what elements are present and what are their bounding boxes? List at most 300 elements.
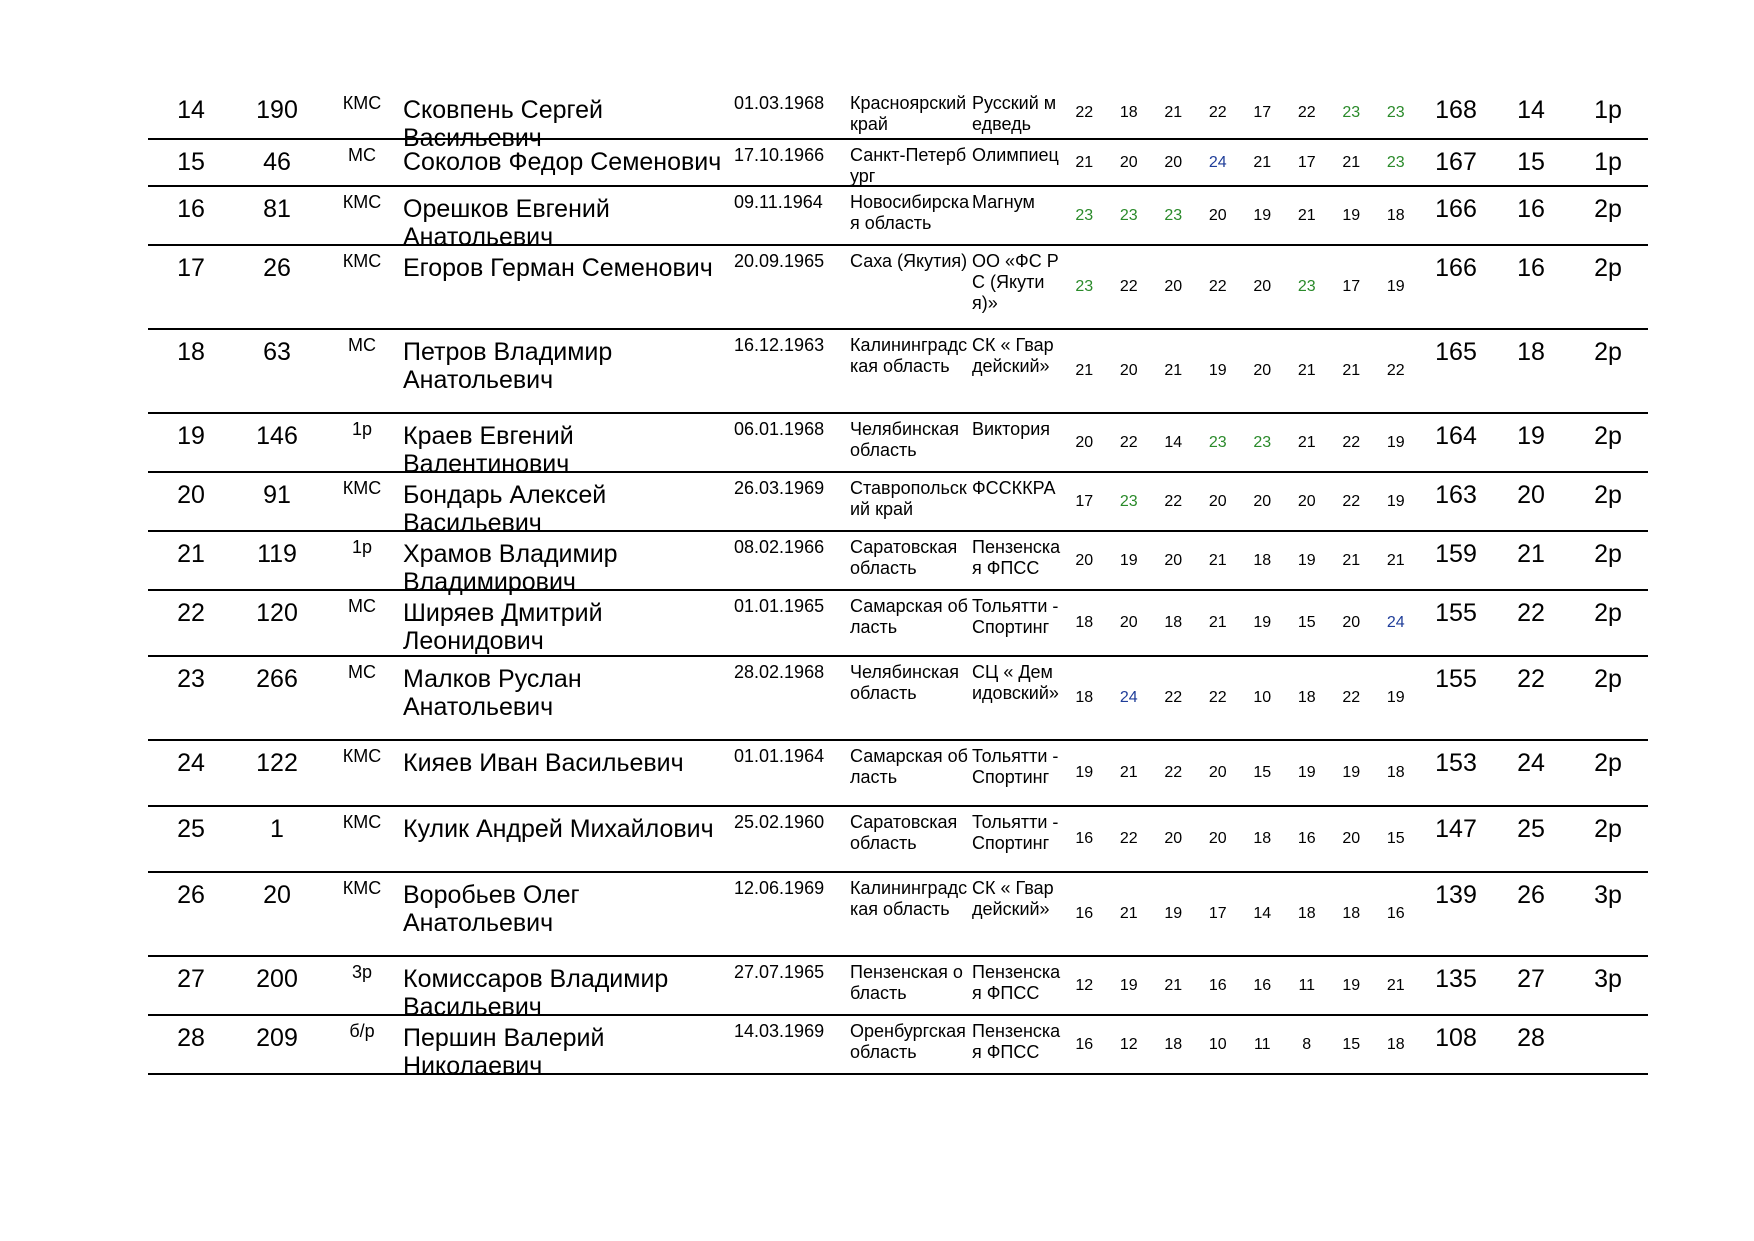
region-cell: Самарская область — [850, 596, 968, 637]
total-score-cell: 166 — [1435, 195, 1477, 223]
awarded-grade-cell: 1р — [1594, 96, 1622, 124]
series-score: 22 — [1164, 689, 1183, 706]
series-score: 17 — [1297, 153, 1316, 171]
awarded-grade-cell: 2р — [1594, 481, 1622, 509]
athlete-name-cell: Кулик Андрей Михайлович — [403, 815, 714, 843]
total-score-cell: 139 — [1435, 881, 1477, 909]
series-score: 19 — [1386, 433, 1405, 451]
place-cell: 26 — [177, 881, 205, 909]
series-score: 17 — [1253, 104, 1272, 121]
series-score: 24 — [1208, 153, 1227, 171]
place-cell: 28 — [177, 1024, 205, 1052]
table-row — [148, 807, 1648, 873]
total-score-cell: 165 — [1435, 338, 1477, 366]
place-cell: 25 — [177, 815, 205, 843]
series-score: 15 — [1386, 830, 1405, 847]
sport-rank-cell: КМС — [342, 478, 382, 498]
series-scores — [1062, 873, 1418, 955]
table-row — [148, 957, 1648, 1021]
sport-rank-cell: КМС — [342, 192, 382, 212]
region-cell: Челябинская область — [850, 662, 959, 703]
series-scores — [1062, 591, 1418, 655]
series-score: 18 — [1297, 905, 1316, 922]
club-cell: Пензенская ФПСС — [972, 1021, 1061, 1062]
bib-number-cell: 266 — [256, 665, 298, 693]
series-score: 18 — [1119, 104, 1138, 121]
position-cell: 20 — [1517, 481, 1545, 509]
series-score: 20 — [1119, 614, 1138, 631]
position-cell: 22 — [1517, 665, 1545, 693]
total-score-cell: 164 — [1435, 422, 1477, 450]
series-score: 12 — [1119, 1035, 1138, 1053]
place-cell: 22 — [177, 599, 205, 627]
region-cell: Оренбургская область — [850, 1021, 966, 1062]
region-cell: Ставропольский край — [850, 478, 967, 519]
awarded-grade-cell: 2р — [1594, 195, 1622, 223]
series-score: 21 — [1208, 551, 1227, 569]
birth-date-cell: 12.06.1969 — [734, 878, 825, 898]
club-cell: Русский медведь — [972, 93, 1057, 134]
series-score: 16 — [1075, 1035, 1094, 1053]
total-score-cell: 108 — [1435, 1024, 1477, 1052]
athlete-name-cell: Воробьев Олег Анатольевич — [403, 881, 580, 937]
series-score: 14 — [1253, 905, 1272, 922]
series-score: 21 — [1297, 362, 1316, 379]
place-cell: 20 — [177, 481, 205, 509]
bib-number-cell: 122 — [256, 749, 298, 777]
series-score: 18 — [1075, 614, 1094, 631]
series-score: 21 — [1164, 976, 1183, 994]
athlete-name-cell: Петров Владимир Анатольевич — [403, 338, 613, 394]
table-row — [148, 246, 1648, 330]
birth-date-cell: 17.10.1966 — [734, 145, 825, 165]
series-score: 20 — [1342, 830, 1361, 847]
series-score: 17 — [1208, 905, 1227, 922]
bib-number-cell: 20 — [263, 881, 291, 909]
bib-number-cell: 190 — [256, 96, 298, 124]
table-row — [148, 88, 1648, 152]
athlete-name-cell: Краев Евгений Валентинович — [403, 422, 574, 478]
position-cell: 22 — [1517, 599, 1545, 627]
position-cell: 24 — [1517, 749, 1545, 777]
series-score: 23 — [1075, 278, 1094, 295]
series-scores — [1062, 414, 1418, 471]
series-scores — [1062, 330, 1418, 412]
awarded-grade-cell: 3р — [1594, 881, 1622, 909]
birth-date-cell: 01.01.1964 — [734, 746, 825, 766]
club-cell: Олимпиец — [972, 145, 1059, 165]
series-score: 15 — [1253, 764, 1272, 781]
total-score-cell: 163 — [1435, 481, 1477, 509]
series-score: 18 — [1386, 764, 1405, 781]
total-score-cell: 147 — [1435, 815, 1477, 843]
series-score: 20 — [1164, 153, 1183, 171]
series-score: 22 — [1297, 104, 1316, 121]
sport-rank-cell: МС — [348, 662, 376, 682]
total-score-cell: 155 — [1435, 665, 1477, 693]
series-score: 17 — [1075, 492, 1094, 510]
series-score: 20 — [1075, 551, 1094, 569]
series-scores — [1062, 246, 1418, 328]
athlete-name-cell: Першин Валерий Николаевич — [403, 1024, 605, 1080]
place-cell: 18 — [177, 338, 205, 366]
region-cell: Челябинская область — [850, 419, 959, 460]
series-score: 19 — [1253, 614, 1272, 631]
total-score-cell: 153 — [1435, 749, 1477, 777]
series-score: 14 — [1164, 433, 1183, 451]
series-score: 24 — [1119, 689, 1138, 706]
series-scores — [1062, 532, 1418, 589]
series-score: 23 — [1164, 206, 1183, 224]
position-cell: 21 — [1517, 540, 1545, 568]
birth-date-cell: 16.12.1963 — [734, 335, 825, 355]
awarded-grade-cell: 1р — [1594, 148, 1622, 176]
table-row — [148, 330, 1648, 414]
series-score: 19 — [1297, 764, 1316, 781]
series-score: 21 — [1253, 153, 1272, 171]
table-row — [148, 473, 1648, 537]
awarded-grade-cell: 2р — [1594, 599, 1622, 627]
club-cell: СК « Гвардейский» — [972, 878, 1054, 919]
position-cell: 26 — [1517, 881, 1545, 909]
region-cell: Саха (Якутия) — [850, 251, 968, 271]
series-score: 20 — [1208, 764, 1227, 781]
awarded-grade-cell: 2р — [1594, 422, 1622, 450]
series-score: 20 — [1297, 492, 1316, 510]
birth-date-cell: 26.03.1969 — [734, 478, 825, 498]
place-cell: 17 — [177, 254, 205, 282]
athlete-name-cell: Малков Руслан Анатольевич — [403, 665, 582, 721]
series-score: 19 — [1119, 551, 1138, 569]
series-score: 18 — [1386, 1035, 1405, 1053]
region-cell: Самарская область — [850, 746, 968, 787]
position-cell: 27 — [1517, 965, 1545, 993]
club-cell: СК « Гвардейский» — [972, 335, 1054, 376]
place-cell: 14 — [177, 96, 205, 124]
series-score: 21 — [1075, 362, 1094, 379]
series-score: 20 — [1075, 433, 1094, 451]
series-score: 22 — [1119, 433, 1138, 451]
series-score: 20 — [1119, 153, 1138, 171]
birth-date-cell: 28.02.1968 — [734, 662, 825, 682]
place-cell: 23 — [177, 665, 205, 693]
bib-number-cell: 81 — [263, 195, 291, 223]
club-cell: ФССККРА — [972, 478, 1056, 498]
series-score: 23 — [1386, 104, 1405, 121]
total-score-cell: 167 — [1435, 148, 1477, 176]
table-row — [148, 873, 1648, 957]
series-score: 15 — [1342, 1035, 1361, 1053]
table-row — [148, 187, 1648, 251]
athlete-name-cell: Ширяев Дмитрий Леонидович — [403, 599, 603, 655]
birth-date-cell: 25.02.1960 — [734, 812, 825, 832]
series-score: 22 — [1386, 362, 1405, 379]
place-cell: 27 — [177, 965, 205, 993]
series-score: 16 — [1208, 976, 1227, 994]
series-score: 21 — [1342, 551, 1361, 569]
region-cell: Саратовская область — [850, 812, 958, 853]
awarded-grade-cell: 2р — [1594, 254, 1622, 282]
bib-number-cell: 146 — [256, 422, 298, 450]
place-cell: 16 — [177, 195, 205, 223]
sport-rank-cell: КМС — [342, 93, 382, 113]
series-score: 18 — [1386, 206, 1405, 224]
series-score: 19 — [1297, 551, 1316, 569]
place-cell: 19 — [177, 422, 205, 450]
series-score: 20 — [1119, 362, 1138, 379]
awarded-grade-cell: 3р — [1594, 965, 1622, 993]
series-score: 19 — [1342, 764, 1361, 781]
total-score-cell: 155 — [1435, 599, 1477, 627]
club-cell: ОО «ФС РС (Якутия)» — [972, 251, 1059, 313]
series-score: 12 — [1075, 976, 1094, 994]
series-score: 20 — [1164, 830, 1183, 847]
series-score: 18 — [1075, 689, 1094, 706]
total-score-cell: 166 — [1435, 254, 1477, 282]
club-cell: Пензенская ФПСС — [972, 962, 1061, 1003]
club-cell: Тольятти - Спортинг — [972, 812, 1059, 853]
series-score: 20 — [1164, 278, 1183, 295]
athlete-name-cell: Соколов Федор Семенович — [403, 148, 722, 176]
club-cell: Тольятти - Спортинг — [972, 596, 1059, 637]
series-score: 22 — [1164, 764, 1183, 781]
series-score: 21 — [1164, 104, 1183, 121]
athlete-name-cell: Кияев Иван Васильевич — [403, 749, 684, 777]
club-cell: Магнум — [972, 192, 1035, 212]
series-score: 10 — [1253, 689, 1272, 706]
sport-rank-cell: КМС — [342, 251, 382, 271]
table-row — [148, 1016, 1648, 1080]
series-scores — [1062, 88, 1418, 138]
region-cell: Калининградская область — [850, 878, 968, 919]
place-cell: 15 — [177, 148, 205, 176]
club-cell: Пензенская ФПСС — [972, 537, 1061, 578]
birth-date-cell: 27.07.1965 — [734, 962, 825, 982]
awarded-grade-cell: 2р — [1594, 815, 1622, 843]
club-cell: Тольятти - Спортинг — [972, 746, 1059, 787]
series-score: 22 — [1208, 278, 1227, 295]
series-score: 21 — [1119, 764, 1138, 781]
series-score: 19 — [1386, 278, 1405, 295]
bib-number-cell: 46 — [263, 148, 291, 176]
series-scores — [1062, 657, 1418, 739]
series-score: 24 — [1386, 614, 1405, 631]
position-cell: 16 — [1517, 195, 1545, 223]
series-score: 20 — [1253, 492, 1272, 510]
bib-number-cell: 209 — [256, 1024, 298, 1052]
series-score: 22 — [1342, 689, 1361, 706]
athlete-name-cell: Орешков Евгений Анатольевич — [403, 195, 610, 251]
awarded-grade-cell: 2р — [1594, 749, 1622, 777]
series-score: 23 — [1119, 206, 1138, 224]
birth-date-cell: 06.01.1968 — [734, 419, 825, 439]
series-score: 22 — [1075, 104, 1094, 121]
series-score: 11 — [1253, 1035, 1271, 1053]
table-row — [148, 657, 1648, 741]
series-score: 22 — [1342, 492, 1361, 510]
series-score: 11 — [1298, 976, 1316, 994]
table-row — [148, 140, 1648, 187]
series-score: 23 — [1075, 206, 1094, 224]
series-score: 19 — [1164, 905, 1183, 922]
series-score: 15 — [1297, 614, 1316, 631]
sport-rank-cell: КМС — [342, 878, 382, 898]
series-score: 21 — [1386, 976, 1405, 994]
series-score: 18 — [1253, 551, 1272, 569]
birth-date-cell: 01.03.1968 — [734, 93, 825, 113]
bib-number-cell: 1 — [270, 815, 284, 843]
series-score: 21 — [1075, 153, 1094, 171]
sport-rank-cell: 1р — [351, 419, 373, 439]
results-table — [148, 88, 1648, 1080]
series-score: 19 — [1386, 492, 1405, 510]
series-scores — [1062, 1016, 1418, 1073]
series-score: 23 — [1119, 492, 1138, 510]
athlete-name-cell: Храмов Владимир Владимирович — [403, 540, 618, 596]
sport-rank-cell: МС — [348, 596, 376, 616]
series-score: 18 — [1297, 689, 1316, 706]
athlete-name-cell: Бондарь Алексей Васильевич — [403, 481, 607, 537]
series-score: 22 — [1119, 278, 1138, 295]
bib-number-cell: 26 — [263, 254, 291, 282]
series-score: 22 — [1164, 492, 1183, 510]
sport-rank-cell: 3р — [351, 962, 373, 982]
sport-rank-cell: 1р — [351, 537, 373, 557]
position-cell: 28 — [1517, 1024, 1545, 1052]
sport-rank-cell: б/р — [349, 1021, 375, 1041]
table-row — [148, 591, 1648, 657]
sport-rank-cell: МС — [348, 145, 376, 165]
series-score: 21 — [1208, 614, 1227, 631]
athlete-name-cell: Сковпень Сергей Васильевич — [403, 96, 603, 152]
table-row — [148, 741, 1648, 807]
series-score: 16 — [1075, 830, 1094, 847]
series-scores — [1062, 187, 1418, 244]
awarded-grade-cell: 2р — [1594, 665, 1622, 693]
series-score: 19 — [1386, 689, 1405, 706]
series-score: 23 — [1386, 153, 1405, 171]
series-score: 22 — [1208, 689, 1227, 706]
series-score: 21 — [1386, 551, 1405, 569]
series-score: 22 — [1342, 433, 1361, 451]
series-scores — [1062, 140, 1418, 185]
place-cell: 24 — [177, 749, 205, 777]
series-score: 20 — [1208, 492, 1227, 510]
position-cell: 19 — [1517, 422, 1545, 450]
series-score: 18 — [1164, 614, 1183, 631]
position-cell: 18 — [1517, 338, 1545, 366]
bib-number-cell: 91 — [263, 481, 291, 509]
series-score: 23 — [1208, 433, 1227, 451]
athlete-name-cell: Комиссаров Владимир Васильевич — [403, 965, 669, 1021]
total-score-cell: 168 — [1435, 96, 1477, 124]
series-score: 19 — [1208, 362, 1227, 379]
series-score: 21 — [1297, 433, 1316, 451]
series-score: 19 — [1253, 206, 1272, 224]
series-score: 18 — [1342, 905, 1361, 922]
table-row — [148, 414, 1648, 478]
series-scores — [1062, 807, 1418, 871]
series-scores — [1062, 957, 1418, 1014]
region-cell: Калининградская область — [850, 335, 968, 376]
club-cell: Виктория — [972, 419, 1051, 439]
series-score: 22 — [1208, 104, 1227, 121]
series-score: 10 — [1208, 1035, 1227, 1053]
series-score: 16 — [1253, 976, 1272, 994]
position-cell: 25 — [1517, 815, 1545, 843]
club-cell: СЦ « Демидовский» — [972, 662, 1059, 703]
series-score: 16 — [1386, 905, 1405, 922]
place-cell: 21 — [177, 540, 205, 568]
series-score: 16 — [1297, 830, 1316, 847]
series-score: 20 — [1208, 830, 1227, 847]
series-score: 19 — [1075, 764, 1094, 781]
position-cell: 14 — [1517, 96, 1545, 124]
region-cell: Новосибирская область — [850, 192, 970, 233]
series-score: 21 — [1342, 153, 1361, 171]
series-score: 23 — [1253, 433, 1272, 451]
region-cell: Санкт-Петербург — [850, 145, 967, 186]
series-score: 23 — [1297, 278, 1316, 295]
awarded-grade-cell: 2р — [1594, 540, 1622, 568]
region-cell: Красноярский край — [850, 93, 967, 134]
bib-number-cell: 63 — [263, 338, 291, 366]
series-score: 22 — [1119, 830, 1138, 847]
bib-number-cell: 119 — [257, 540, 297, 568]
sport-rank-cell: МС — [348, 335, 376, 355]
series-score: 19 — [1119, 976, 1138, 994]
series-scores — [1062, 741, 1418, 805]
region-cell: Саратовская область — [850, 537, 958, 578]
series-scores — [1062, 473, 1418, 530]
series-score: 20 — [1208, 206, 1227, 224]
position-cell: 16 — [1517, 254, 1545, 282]
bib-number-cell: 200 — [256, 965, 298, 993]
birth-date-cell: 09.11.1964 — [734, 192, 823, 212]
birth-date-cell: 20.09.1965 — [734, 251, 825, 271]
region-cell: Пензенская область — [850, 962, 963, 1003]
bib-number-cell: 120 — [256, 599, 298, 627]
birth-date-cell: 01.01.1965 — [734, 596, 825, 616]
series-score: 18 — [1253, 830, 1272, 847]
series-score: 16 — [1075, 905, 1094, 922]
position-cell: 15 — [1517, 148, 1545, 176]
series-score: 19 — [1342, 206, 1361, 224]
series-score: 21 — [1119, 905, 1138, 922]
series-score: 18 — [1164, 1035, 1183, 1053]
series-score: 21 — [1297, 206, 1316, 224]
series-score: 21 — [1342, 362, 1361, 379]
sport-rank-cell: КМС — [342, 812, 382, 832]
series-score: 20 — [1342, 614, 1361, 631]
sport-rank-cell: КМС — [342, 746, 382, 766]
series-score: 17 — [1342, 278, 1361, 295]
birth-date-cell: 08.02.1966 — [734, 537, 825, 557]
athlete-name-cell: Егоров Герман Семенович — [403, 254, 713, 282]
birth-date-cell: 14.03.1969 — [734, 1021, 825, 1041]
series-score: 20 — [1253, 278, 1272, 295]
total-score-cell: 135 — [1435, 965, 1477, 993]
series-score: 20 — [1164, 551, 1183, 569]
series-score: 20 — [1253, 362, 1272, 379]
series-score: 19 — [1342, 976, 1361, 994]
table-row — [148, 532, 1648, 596]
total-score-cell: 159 — [1435, 540, 1477, 568]
series-score: 23 — [1342, 104, 1361, 121]
awarded-grade-cell: 2р — [1594, 338, 1622, 366]
series-score: 21 — [1164, 362, 1183, 379]
series-score: 8 — [1302, 1035, 1312, 1053]
